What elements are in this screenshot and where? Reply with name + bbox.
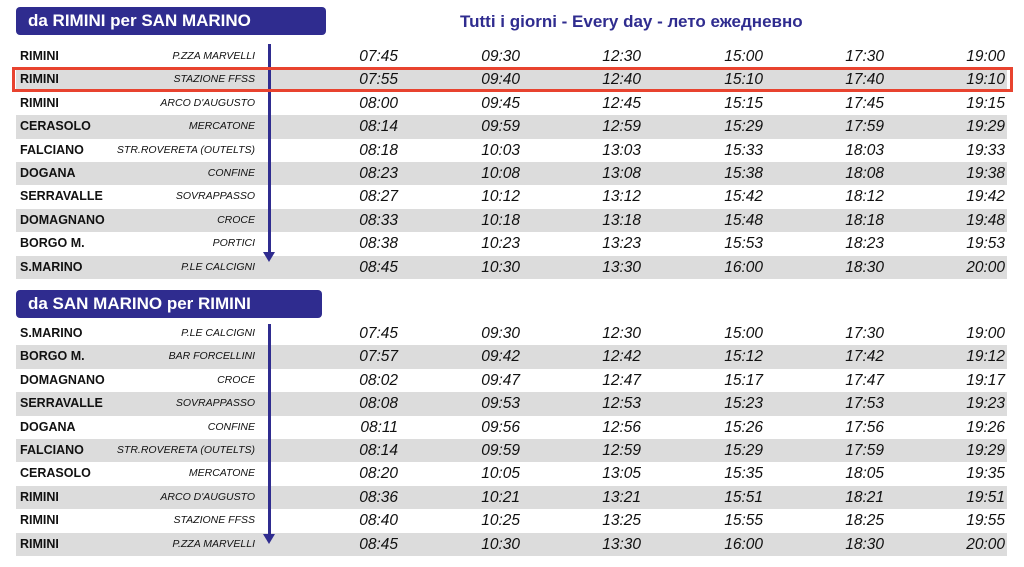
departure-time: 08:14 (359, 441, 398, 459)
departure-time: 10:18 (481, 211, 520, 229)
departure-time: 19:15 (966, 94, 1005, 112)
departure-time: 08:14 (359, 118, 398, 136)
departure-time: 10:25 (481, 512, 520, 530)
departure-time: 15:35 (724, 465, 763, 483)
departure-time: 13:05 (602, 465, 641, 483)
stop-name: DOGANA (20, 165, 76, 180)
stop-location: SOVRAPPASSO (175, 397, 255, 410)
departure-time: 17:42 (845, 348, 884, 366)
table-row (16, 115, 1007, 138)
departure-time: 15:38 (724, 164, 763, 182)
departure-time: 15:15 (724, 94, 763, 112)
stop-location: CROCE (217, 213, 255, 226)
departure-time: 10:08 (481, 164, 520, 182)
table-row (16, 486, 1007, 509)
departure-time: 09:56 (481, 418, 520, 436)
departure-time: 09:45 (481, 94, 520, 112)
stop-name: CERASOLO (20, 466, 91, 481)
table-row (16, 533, 1007, 556)
departure-time: 17:53 (845, 395, 884, 413)
departure-time: 10:21 (481, 488, 520, 506)
table-row (16, 416, 1007, 439)
highlighted-row-box (12, 67, 1013, 92)
departure-time: 15:55 (724, 512, 763, 530)
table-row (16, 139, 1007, 162)
stop-name: RIMINI (20, 95, 59, 110)
table-row (16, 392, 1007, 415)
stop-location: ARCO D'AUGUSTO (160, 490, 255, 503)
stop-name: DOMAGNANO (20, 372, 105, 387)
departure-time: 13:23 (602, 235, 641, 253)
departure-time: 18:30 (845, 258, 884, 276)
departure-time: 19:48 (966, 211, 1005, 229)
departure-time: 16:00 (724, 258, 763, 276)
departure-time: 20:00 (966, 535, 1005, 553)
departure-time: 12:59 (602, 441, 641, 459)
departure-time: 19:53 (966, 235, 1005, 253)
departure-time: 17:59 (845, 441, 884, 459)
departure-time: 15:26 (724, 418, 763, 436)
stop-name: FALCIANO (20, 442, 84, 457)
departure-time: 19:33 (966, 141, 1005, 159)
departure-time: 19:55 (966, 512, 1005, 530)
departure-time: 08:08 (359, 395, 398, 413)
departure-time: 19:29 (966, 118, 1005, 136)
stop-location: BAR FORCELLINI (168, 350, 255, 363)
departure-time: 18:05 (845, 465, 884, 483)
departure-time: 09:40 (481, 71, 520, 89)
arrow-down-icon (268, 324, 271, 536)
departure-time: 15:29 (724, 441, 763, 459)
departure-time: 12:47 (602, 371, 641, 389)
departure-time: 19:38 (966, 164, 1005, 182)
stop-name: RIMINI (20, 49, 59, 63)
departure-time: 19:17 (966, 371, 1005, 389)
departure-time: 08:33 (359, 211, 398, 229)
table-row (16, 162, 1007, 185)
departure-time: 15:23 (724, 395, 763, 413)
table-row (16, 509, 1007, 532)
departure-time: 09:59 (481, 118, 520, 136)
stop-location: STAZIONE FFSS (173, 514, 255, 527)
departure-time: 09:42 (481, 348, 520, 366)
stop-location: STR.ROVERETA (OUTELTS) (116, 143, 255, 156)
stop-location: PORTICI (212, 237, 255, 250)
stop-location: CONFINE (207, 420, 255, 433)
stop-location: P.LE CALCIGNI (181, 327, 255, 339)
stop-name: BORGO M. (20, 236, 85, 251)
stop-name: FALCIANO (20, 142, 84, 157)
departure-time: 10:30 (481, 535, 520, 553)
stop-name: RIMINI (20, 489, 59, 504)
departure-time: 10:30 (481, 258, 520, 276)
stop-location: ARCO D'AUGUSTO (160, 96, 255, 109)
departure-time: 12:59 (602, 118, 641, 136)
table-row (16, 256, 1007, 279)
table-row (16, 462, 1007, 485)
stop-name: DOGANA (20, 419, 76, 434)
table-row (16, 232, 1007, 255)
departure-time: 18:30 (845, 535, 884, 553)
departure-time: 15:12 (724, 348, 763, 366)
departure-time: 17:45 (845, 94, 884, 112)
stop-name: RIMINI (20, 513, 59, 528)
departure-time: 08:38 (359, 235, 398, 253)
departure-time: 19:12 (966, 348, 1005, 366)
departure-time: 08:00 (359, 94, 398, 112)
departure-time: 18:08 (845, 164, 884, 182)
departure-time: 15:17 (724, 371, 763, 389)
stop-name: RIMINI (20, 536, 59, 551)
stop-location: P.ZZA MARVELLI (172, 50, 255, 62)
departure-time: 07:57 (359, 348, 398, 366)
departure-time: 18:21 (845, 488, 884, 506)
departure-time: 10:23 (481, 235, 520, 253)
departure-time: 12:45 (602, 94, 641, 112)
stop-name: CERASOLO (20, 119, 91, 134)
schedule-subtitle: Tutti i giorni - Every day - лето ежедневно (460, 12, 803, 31)
departure-time: 15:48 (724, 211, 763, 229)
departure-time: 12:56 (602, 418, 641, 436)
departure-time: 13:12 (602, 188, 641, 206)
table-row (16, 439, 1007, 462)
stop-location: MERCATONE (188, 467, 255, 480)
departure-time: 08:40 (359, 512, 398, 530)
timetable-san-marino-to-rimini (16, 322, 1007, 556)
departure-time: 16:00 (724, 535, 763, 553)
section-header-rimini-to-san-marino: da RIMINI per SAN MARINO (16, 7, 326, 35)
stop-location: STAZIONE FFSS (173, 73, 255, 86)
departure-time: 19:35 (966, 465, 1005, 483)
departure-time: 17:47 (845, 371, 884, 389)
departure-time: 13:30 (602, 258, 641, 276)
departure-time: 15:33 (724, 141, 763, 159)
departure-time: 19:42 (966, 188, 1005, 206)
departure-time: 08:45 (359, 258, 398, 276)
departure-time: 18:23 (845, 235, 884, 253)
departure-time: 08:36 (359, 488, 398, 506)
stop-location: P.LE CALCIGNI (181, 260, 255, 273)
departure-time: 13:30 (602, 535, 641, 553)
stop-location: STR.ROVERETA (OUTELTS) (116, 443, 255, 456)
stop-location: CROCE (217, 373, 255, 386)
departure-time: 18:18 (845, 211, 884, 229)
departure-time: 15:00 (724, 325, 763, 342)
table-row (16, 209, 1007, 232)
departure-time: 13:21 (602, 488, 641, 506)
departure-time: 10:05 (481, 465, 520, 483)
departure-time: 07:55 (359, 71, 398, 89)
departure-time: 12:30 (602, 48, 641, 65)
departure-time: 09:53 (481, 395, 520, 413)
departure-time: 08:45 (359, 535, 398, 553)
table-row (16, 45, 1007, 68)
departure-time: 08:18 (359, 141, 398, 159)
departure-time: 15:53 (724, 235, 763, 253)
departure-time: 13:18 (602, 211, 641, 229)
stop-location: MERCATONE (188, 120, 255, 133)
departure-time: 08:20 (359, 465, 398, 483)
stop-name: S.MARINO (20, 259, 83, 274)
departure-time: 08:23 (359, 164, 398, 182)
departure-time: 09:30 (481, 48, 520, 65)
stop-name: SERRAVALLE (20, 189, 103, 204)
departure-time: 08:02 (359, 371, 398, 389)
departure-time: 08:11 (360, 418, 398, 436)
departure-time: 17:59 (845, 118, 884, 136)
stop-name: DOMAGNANO (20, 212, 105, 227)
departure-time: 13:25 (602, 512, 641, 530)
stop-name: BORGO M. (20, 349, 85, 364)
table-row (16, 369, 1007, 392)
departure-time: 19:10 (966, 71, 1005, 89)
table-row (16, 185, 1007, 208)
departure-time: 10:12 (481, 188, 520, 206)
departure-time: 13:08 (602, 164, 641, 182)
departure-time: 20:00 (966, 258, 1005, 276)
departure-time: 19:26 (966, 418, 1005, 436)
departure-time: 15:42 (724, 188, 763, 206)
departure-time: 07:45 (359, 48, 398, 65)
stop-name: RIMINI (20, 72, 59, 87)
departure-time: 17:56 (845, 418, 884, 436)
departure-time: 09:47 (481, 371, 520, 389)
departure-time: 12:42 (602, 348, 641, 366)
departure-time: 19:29 (966, 441, 1005, 459)
stop-location: SOVRAPPASSO (175, 190, 255, 203)
departure-time: 19:51 (966, 488, 1005, 506)
departure-time: 15:00 (724, 48, 763, 65)
departure-time: 17:30 (845, 48, 884, 65)
departure-time: 15:51 (724, 488, 763, 506)
departure-time: 15:29 (724, 118, 763, 136)
departure-time: 09:30 (481, 325, 520, 342)
stop-name: SERRAVALLE (20, 396, 103, 411)
departure-time: 19:00 (966, 48, 1005, 65)
departure-time: 18:25 (845, 512, 884, 530)
departure-time: 12:53 (602, 395, 641, 413)
departure-time: 08:27 (359, 188, 398, 206)
departure-time: 19:23 (966, 395, 1005, 413)
departure-time: 07:45 (359, 325, 398, 342)
table-row (16, 345, 1007, 368)
departure-time: 17:40 (845, 71, 884, 89)
stop-name: S.MARINO (20, 326, 83, 340)
departure-time: 15:10 (724, 71, 763, 89)
departure-time: 10:03 (481, 141, 520, 159)
table-row (16, 92, 1007, 115)
departure-time: 09:59 (481, 441, 520, 459)
section-header-san-marino-to-rimini: da SAN MARINO per RIMINI (16, 290, 322, 318)
stop-location: CONFINE (207, 166, 255, 179)
table-row (16, 322, 1007, 345)
departure-time: 12:40 (602, 71, 641, 89)
departure-time: 18:03 (845, 141, 884, 159)
departure-time: 13:03 (602, 141, 641, 159)
stop-location: P.ZZA MARVELLI (172, 537, 255, 550)
departure-time: 19:00 (966, 325, 1005, 342)
departure-time: 17:30 (845, 325, 884, 342)
departure-time: 18:12 (845, 188, 884, 206)
departure-time: 12:30 (602, 325, 641, 342)
